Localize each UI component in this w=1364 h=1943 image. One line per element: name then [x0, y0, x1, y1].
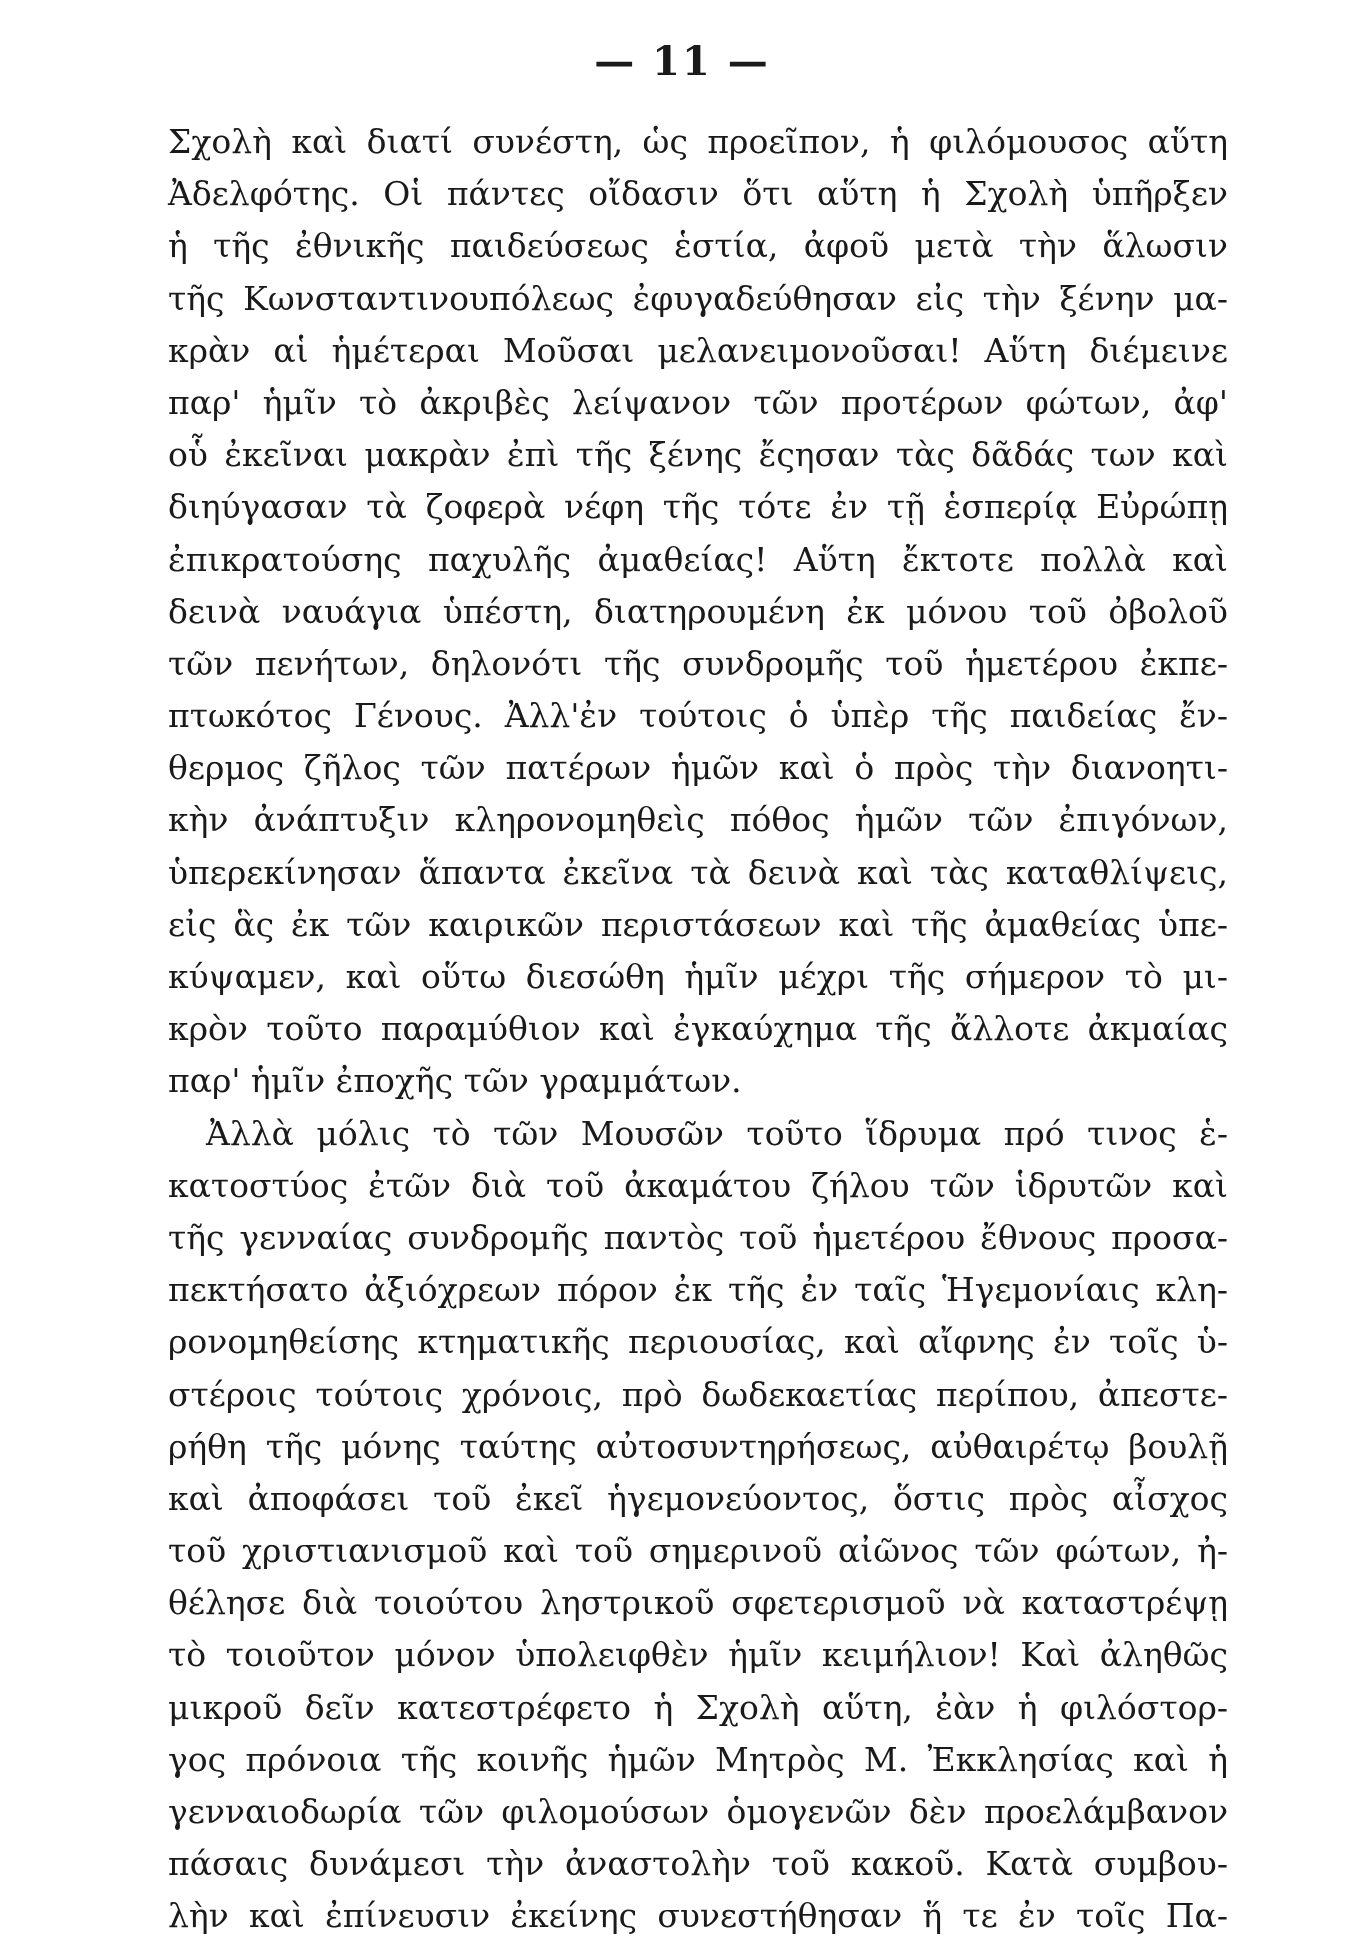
- text-line: πεκτήσατο ἀξιόχρεων πόρον ἐκ τῆς ἐν ταῖς Ἡγεμονίαις κλη-: [168, 1270, 1228, 1310]
- text-line: δεινὰ ναυάγια ὑπέστη, διατηρουμένη ἐκ μόνου τοῦ ὀβολοῦ: [168, 591, 1228, 631]
- text-line: θερμος ζῆλος τῶν πατέρων ἡμῶν καὶ ὁ πρὸς τὴν διανοητι-: [168, 748, 1228, 788]
- text-line: τοῦ χριστιανισμοῦ καὶ τοῦ σημερινοῦ αἰῶνος τῶν φώτων, ἠ-: [168, 1531, 1228, 1571]
- text-line: διηύγασαν τὰ ζοφερὰ νέφη τῆς τότε ἐν τῇ ἑσπερίᾳ Εὐρώπῃ: [168, 487, 1228, 527]
- text-line: Σχολὴ καὶ διατί συνέστη, ὡς προεῖπον, ἡ φιλόμουσος αὕτη: [168, 122, 1228, 161]
- text-line: λὴν καὶ ἐπίνευσιν ἐκείνης συνεστήθησαν ἥ τε ἐν τοῖς Πα-: [168, 1896, 1228, 1936]
- text-line: τῆς Κωνσταντινουπόλεως ἐφυγαδεύθησαν εἰς τὴν ξένην μα-: [168, 278, 1228, 318]
- text-line: κρὸν τοῦτο παραμύθιον καὶ ἐγκαύχημα τῆς ἄλλοτε ἀκμαίας: [168, 1009, 1228, 1049]
- text-line: ἡ τῆς ἐθνικῆς παιδεύσεως ἑστία, ἀφοῦ μετὰ τὴν ἅλωσιν: [168, 226, 1228, 266]
- text-line: θέλησε διὰ τοιούτου ληστρικοῦ σφετερισμοῦ νὰ καταστρέψῃ: [168, 1583, 1228, 1623]
- page-number: — 11 —: [594, 38, 770, 85]
- text-line: κύψαμεν, καὶ οὕτω διεσώθη ἡμῖν μέχρι τῆς σήμερον τὸ μι-: [168, 957, 1228, 996]
- text-line: γενναιοδωρία τῶν φιλομούσων ὁμογενῶν δὲν προελάμβανον: [168, 1792, 1228, 1831]
- body-text: [168, 116, 1228, 1943]
- paragraph-start-line: Ἀλλὰ μόλις τὸ τῶν Μουσῶν τοῦτο ἵδρυμα πρό τινος ἑ-: [206, 1113, 1228, 1153]
- text-line: πάσαις δυνάμεσι τὴν ἀναστολὴν τοῦ κακοῦ. Κατὰ συμβου-: [168, 1844, 1228, 1884]
- text-line: καὶ ἀποφάσει τοῦ ἐκεῖ ἡγεμονεύοντος, ὅστις πρὸς αἶσχος: [168, 1478, 1228, 1518]
- text-line: κὴν ἀνάπτυξιν κληρονομηθεὶς πόθος ἡμῶν τῶν ἐπιγόνων,: [168, 800, 1228, 840]
- text-line: μικροῦ δεῖν κατεστρέφετο ἡ Σχολὴ αὕτη, ἐὰν ἡ φιλόστορ-: [168, 1687, 1228, 1727]
- text-line: ἐπικρατούσης παχυλῆς ἀμαθείας! Αὕτη ἔκτοτε πολλὰ καὶ: [168, 539, 1228, 579]
- text-line: στέροις τούτοις χρόνοις, πρὸ δωδεκαετίας περίπου, ἀπεστε-: [168, 1374, 1228, 1414]
- text-line: τῶν πενήτων, δηλονότι τῆς συνδρομῆς τοῦ ἡμετέρου ἐκπε-: [168, 643, 1228, 683]
- text-line: ρήθη τῆς μόνης ταύτης αὐτοσυντηρήσεως, αὐθαιρέτῳ βουλῇ: [168, 1426, 1228, 1466]
- text-line: κατοστύος ἐτῶν διὰ τοῦ ἀκαμάτου ζήλου τῶν ἱδρυτῶν καὶ: [168, 1165, 1228, 1205]
- text-line: κρὰν αἱ ἡμέτεραι Μοῦσαι μελανειμονοῦσαι! Αὕτη διέμεινε: [168, 330, 1228, 370]
- text-line: γος πρόνοια τῆς κοινῆς ἡμῶν Μητρὸς Μ. Ἐκκλησίας καὶ ἡ: [168, 1739, 1228, 1779]
- text-line: ρονομηθείσης κτηματικῆς περιουσίας, καὶ αἴφνης ἐν τοῖς ὑ-: [168, 1322, 1228, 1362]
- text-line: παρ' ἡμῖν τὸ ἀκριβὲς λείψανον τῶν προτέρων φώτων, ἀφ': [168, 382, 1228, 422]
- text-line: τὸ τοιοῦτον μόνον ὑπολειφθὲν ἡμῖν κειμήλιον! Καὶ ἀληθῶς: [168, 1635, 1228, 1675]
- text-line: εἰς ἃς ἐκ τῶν καιρικῶν περιστάσεων καὶ τῆς ἀμαθείας ὑπε-: [168, 904, 1228, 944]
- text-line: πτωκότος Γένους. Ἀλλ'ἐν τούτοις ὁ ὑπὲρ τῆς παιδείας ἔν-: [168, 696, 1228, 736]
- text-line: Ἀδελφότης. Οἱ πάντες οἴδασιν ὅτι αὕτη ἡ Σχολὴ ὑπῆρξεν: [168, 174, 1228, 214]
- paragraph-end-line: παρ' ἡμῖν ἐποχῆς τῶν γραμμάτων.: [168, 1061, 742, 1101]
- text-line: ὑπερεκίνησαν ἅπαντα ἐκεῖνα τὰ δεινὰ καὶ τὰς καταθλίψεις,: [168, 852, 1228, 892]
- text-line: τῆς γενναίας συνδρομῆς παντὸς τοῦ ἡμετέρου ἔθνους προσα-: [168, 1217, 1228, 1257]
- text-line: οὗ ἐκεῖναι μακρὰν ἐπὶ τῆς ξένης ἔςησαν τὰς δᾶδάς των καὶ: [168, 435, 1228, 475]
